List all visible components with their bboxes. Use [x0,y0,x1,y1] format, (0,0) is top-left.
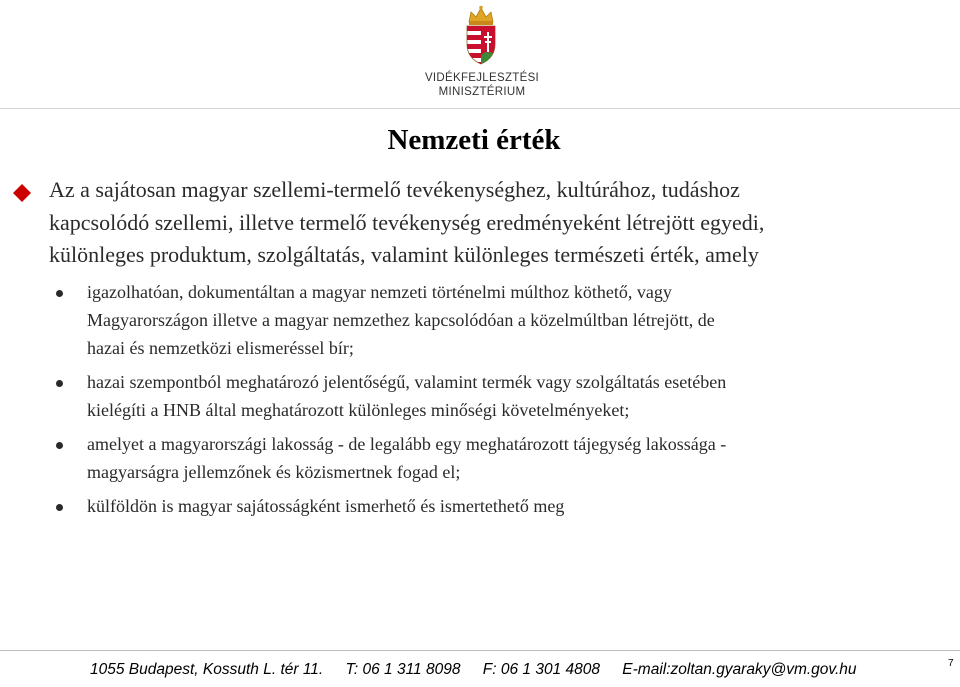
list-item-line: külföldön is magyar sajátosságként ismerhető és ismertethető meg [87,496,565,516]
list-item [56,492,946,520]
bullet-dot-icon [56,290,63,297]
criteria-list [56,278,946,526]
list-item-line: hazai szempontból meghatározó jelentőségű, valamint termék vagy szolgáltatás esetében [87,372,727,392]
ministry-line-2: MINISZTÉRIUM [438,86,526,98]
bullet-dot-icon [56,504,63,511]
intro-line: különleges produktum, szolgáltatás, valamint különleges természeti érték, amely [49,242,759,267]
footer-divider [0,650,960,651]
ministry-line-1: VIDÉKFEJLESZTÉSI [424,72,540,84]
bullet-dot-icon [56,380,63,387]
footer-contact [90,660,875,680]
list-item-line: Magyarországon illetve a magyar nemzethez kapcsolódóan a közelmúltban létrejött, de [87,310,715,330]
list-item-line: magyarságra jellemzőnek és közismertnek fogad el; [87,462,461,482]
list-item [56,278,946,362]
hungarian-coat-of-arms-icon [463,4,499,66]
footer-email: E-mail:zoltan.gyaraky@vm.gov.hu [622,661,857,678]
list-item [56,368,946,424]
footer-fax: F: 06 1 301 4808 [482,661,600,678]
page-title: Nemzeti érték [387,124,561,156]
footer-phone: T: 06 1 311 8098 [345,661,461,678]
intro-line: kapcsolódó szellemi, illetve termelő tevékenység eredményeként létrejött egyedi, [49,209,765,235]
footer-address: 1055 Budapest, Kossuth L. tér 11. [90,661,324,678]
intro-line: Az a sajátosan magyar szellemi-termelő tevékenységhez, kultúrához, tudáshoz [49,177,740,202]
list-item-line: amelyet a magyarországi lakosság - de legalább egy meghatározott tájegység lakossága - [87,434,727,454]
list-item-line: kielégíti a HNB által meghatározott különleges minőségi követelményeket; [87,400,630,420]
list-item [56,430,946,486]
list-item-line: hazai és nemzetközi elismeréssel bír; [87,338,354,358]
header-divider [0,108,960,109]
page-number: 7 [948,658,954,669]
red-diamond-bullet-icon [12,183,32,203]
intro-text [49,174,949,272]
bullet-dot-icon [56,442,63,449]
header [0,0,960,112]
ministry-name [418,71,546,99]
list-item-line: igazolhatóan, dokumentáltan a magyar nemzeti történelmi múlthoz köthető, vagy [87,282,672,302]
